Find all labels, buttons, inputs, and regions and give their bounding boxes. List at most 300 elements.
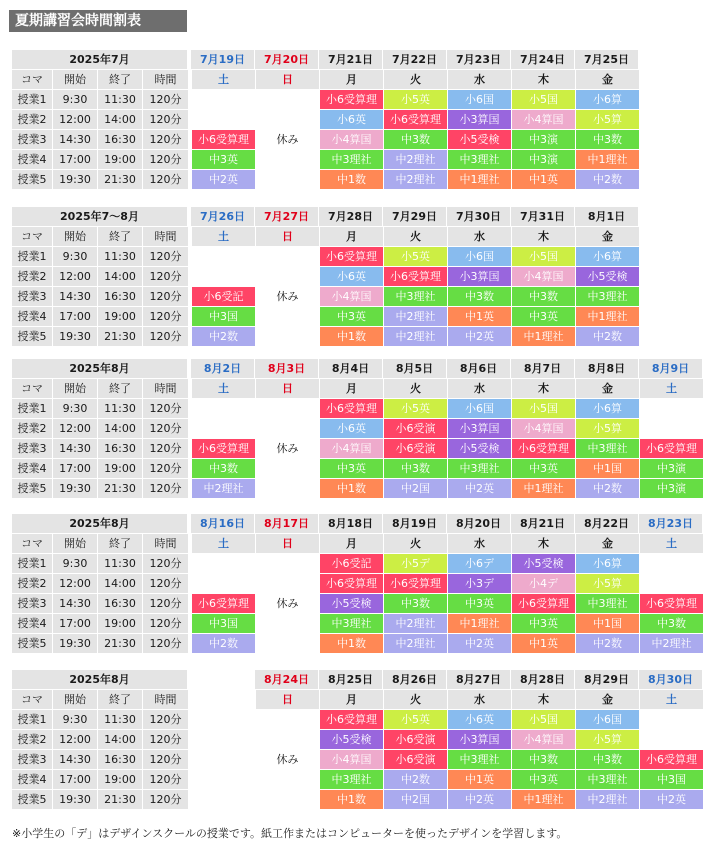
slot-start: 14:30 xyxy=(53,594,97,613)
spacer xyxy=(189,439,191,458)
slot-duration: 120分 xyxy=(143,130,188,149)
lesson-cell: 小5英 xyxy=(384,399,447,418)
spacer xyxy=(189,170,191,189)
day-of-week: 水 xyxy=(448,534,511,553)
lesson-cell: 小6受算理 xyxy=(320,710,383,729)
lesson-cell: 小5英 xyxy=(384,710,447,729)
lesson-cell: 小6受算理 xyxy=(384,110,447,129)
footnote: ※小学生の「デ」はデザインスクールの授業です。紙工作またはコンピューターを使ったデザインを学習します。 xyxy=(12,827,568,840)
week-block xyxy=(12,359,704,499)
lesson-cell: 小6受算理 xyxy=(640,750,703,769)
lesson-cell: 中2数 xyxy=(576,170,639,189)
slot-start: 12:00 xyxy=(53,267,97,286)
lesson-cell: 中1数 xyxy=(320,327,383,346)
slot-row xyxy=(12,110,640,129)
day-date: 7月21日 xyxy=(319,50,382,69)
lesson-cell: 中1数 xyxy=(320,634,383,653)
slot-name: 授業2 xyxy=(12,110,52,129)
day-of-week: 月 xyxy=(320,534,383,553)
header-end: 終了 xyxy=(98,379,142,398)
day-of-week: 金 xyxy=(576,534,639,553)
lesson-cell: 中3英 xyxy=(320,459,383,478)
day-date: 8月23日 xyxy=(639,514,702,533)
lesson-cell: 小5国 xyxy=(512,247,575,266)
empty-cell xyxy=(256,307,319,326)
header-duration: 時間 xyxy=(143,690,188,709)
slot-name: 授業1 xyxy=(12,554,52,573)
lesson-cell: 中1数 xyxy=(320,170,383,189)
empty-cell xyxy=(640,730,703,749)
day-of-week: 火 xyxy=(384,379,447,398)
empty-cell xyxy=(256,459,319,478)
empty-cell xyxy=(256,150,319,169)
slot-name: 授業1 xyxy=(12,247,52,266)
empty-cell xyxy=(192,267,255,286)
day-date: 8月4日 xyxy=(319,359,382,378)
empty-cell xyxy=(192,419,255,438)
slot-name: 授業2 xyxy=(12,574,52,593)
day-date: 8月3日 xyxy=(255,359,318,378)
day-date: 7月22日 xyxy=(383,50,446,69)
lesson-cell: 中1理社 xyxy=(448,614,511,633)
slot-row xyxy=(12,307,640,326)
spacer xyxy=(189,790,191,809)
day-of-week: 日 xyxy=(256,70,319,89)
slot-duration: 120分 xyxy=(143,419,188,438)
lesson-cell: 小5国 xyxy=(512,399,575,418)
empty-cell xyxy=(256,554,319,573)
lesson-cell: 中3理社 xyxy=(320,770,383,789)
header-koma: コマ xyxy=(12,379,52,398)
day-date: 8月1日 xyxy=(575,207,638,226)
lesson-cell: 小6受算理 xyxy=(320,574,383,593)
lesson-cell: 小4算国 xyxy=(512,110,575,129)
slot-start: 12:00 xyxy=(53,419,97,438)
day-date: 7月31日 xyxy=(511,207,574,226)
lesson-cell: 小6受算理 xyxy=(640,594,703,613)
spacer xyxy=(189,287,191,306)
header-start: 開始 xyxy=(53,690,97,709)
slot-duration: 120分 xyxy=(143,750,188,769)
lesson-cell: 中3理社 xyxy=(320,150,383,169)
slot-end: 21:30 xyxy=(98,170,142,189)
lesson-cell: 中1理社 xyxy=(512,790,575,809)
lesson-cell: 小5国 xyxy=(512,90,575,109)
slot-duration: 120分 xyxy=(143,459,188,478)
slot-duration: 120分 xyxy=(143,770,188,789)
slot-row xyxy=(12,247,640,266)
day-of-week: 月 xyxy=(320,227,383,246)
empty-cell xyxy=(192,574,255,593)
lesson-cell: 中1数 xyxy=(320,479,383,498)
day-date: 8月27日 xyxy=(447,670,510,689)
header-start: 開始 xyxy=(53,379,97,398)
day-of-week: 月 xyxy=(320,379,383,398)
slot-row xyxy=(12,770,704,789)
lesson-cell: 中3理社 xyxy=(384,287,447,306)
slot-start: 19:30 xyxy=(53,327,97,346)
slot-row xyxy=(12,439,704,458)
lesson-cell: 小4算国 xyxy=(320,439,383,458)
lesson-cell: 中3数 xyxy=(384,594,447,613)
slot-end: 19:00 xyxy=(98,150,142,169)
lesson-cell: 小5算 xyxy=(576,110,639,129)
lesson-cell: 中2理社 xyxy=(384,634,447,653)
empty-cell xyxy=(640,419,703,438)
slot-duration: 120分 xyxy=(143,574,188,593)
week-block xyxy=(12,50,640,190)
day-of-week: 水 xyxy=(448,227,511,246)
day-of-week: 金 xyxy=(576,227,639,246)
day-date: 8月22日 xyxy=(575,514,638,533)
lesson-cell: 中1理社 xyxy=(576,307,639,326)
spacer xyxy=(189,399,191,418)
slot-name: 授業4 xyxy=(12,770,52,789)
slot-start: 17:00 xyxy=(53,614,97,633)
lesson-cell: 小6算 xyxy=(576,399,639,418)
slot-end: 19:00 xyxy=(98,307,142,326)
lesson-cell: 中3理社 xyxy=(576,439,639,458)
slot-row xyxy=(12,710,704,729)
slot-name: 授業5 xyxy=(12,634,52,653)
lesson-cell: 中1英 xyxy=(512,634,575,653)
header-koma: コマ xyxy=(12,227,52,246)
slot-start: 9:30 xyxy=(53,90,97,109)
lesson-cell: 小4算国 xyxy=(512,419,575,438)
lesson-cell: 小6受演 xyxy=(384,750,447,769)
slot-end: 16:30 xyxy=(98,130,142,149)
lesson-cell: 小6受演 xyxy=(384,439,447,458)
lesson-cell: 中3数 xyxy=(384,130,447,149)
slot-duration: 120分 xyxy=(143,307,188,326)
empty-cell xyxy=(256,247,319,266)
empty-cell xyxy=(256,170,319,189)
header-end: 終了 xyxy=(98,227,142,246)
empty-cell xyxy=(192,554,255,573)
lesson-cell: 小3算国 xyxy=(448,419,511,438)
day-date: 7月26日 xyxy=(191,207,254,226)
spacer xyxy=(189,574,191,593)
day-of-week: 日 xyxy=(256,379,319,398)
column-header-row xyxy=(12,227,640,246)
lesson-cell: 中3演 xyxy=(640,479,703,498)
day-date: 7月29日 xyxy=(383,207,446,226)
day-of-week: 金 xyxy=(576,70,639,89)
lesson-cell: 小6受記 xyxy=(192,287,255,306)
lesson-cell: 小6受算理 xyxy=(192,439,255,458)
slot-row xyxy=(12,459,704,478)
day-date: 8月18日 xyxy=(319,514,382,533)
spacer xyxy=(189,459,191,478)
lesson-cell: 小6デ xyxy=(448,554,511,573)
slot-row xyxy=(12,90,640,109)
header-duration: 時間 xyxy=(143,379,188,398)
day-of-week: 土 xyxy=(192,534,255,553)
slot-name: 授業3 xyxy=(12,287,52,306)
lesson-cell: 小5受検 xyxy=(448,439,511,458)
slot-duration: 120分 xyxy=(143,267,188,286)
lesson-cell: 中3演 xyxy=(640,459,703,478)
day-of-week: 土 xyxy=(640,379,703,398)
lesson-cell: 中3数 xyxy=(576,130,639,149)
day-of-week: 火 xyxy=(384,227,447,246)
empty-cell xyxy=(256,790,319,809)
lesson-cell: 小6受演 xyxy=(384,730,447,749)
spacer xyxy=(189,267,191,286)
lesson-cell: 小6受演 xyxy=(384,419,447,438)
slot-end: 14:00 xyxy=(98,730,142,749)
slot-start: 19:30 xyxy=(53,170,97,189)
slot-duration: 120分 xyxy=(143,247,188,266)
day-of-week: 木 xyxy=(512,379,575,398)
slot-duration: 120分 xyxy=(143,479,188,498)
header-start: 開始 xyxy=(53,70,97,89)
slot-end: 16:30 xyxy=(98,750,142,769)
slot-duration: 120分 xyxy=(143,150,188,169)
day-of-week: 土 xyxy=(640,690,703,709)
lesson-cell: 小5受検 xyxy=(320,730,383,749)
lesson-cell: 中3理社 xyxy=(448,750,511,769)
slot-end: 19:00 xyxy=(98,459,142,478)
lesson-cell: 中1国 xyxy=(576,459,639,478)
slot-end: 16:30 xyxy=(98,594,142,613)
lesson-cell: 中3演 xyxy=(512,130,575,149)
column-header-row xyxy=(12,534,704,553)
empty-cell xyxy=(640,574,703,593)
lesson-cell: 小6算 xyxy=(576,90,639,109)
lesson-cell: 中3国 xyxy=(192,614,255,633)
slot-end: 19:00 xyxy=(98,770,142,789)
lesson-cell: 中3数 xyxy=(512,750,575,769)
lesson-cell: 中2国 xyxy=(384,790,447,809)
slot-name: 授業3 xyxy=(12,594,52,613)
empty-cell xyxy=(192,730,255,749)
slot-row xyxy=(12,479,704,498)
empty-cell xyxy=(256,327,319,346)
holiday-label: 休み xyxy=(276,753,299,766)
lesson-cell: 中2理社 xyxy=(384,170,447,189)
lesson-cell: 小3デ xyxy=(448,574,511,593)
slot-name: 授業4 xyxy=(12,307,52,326)
day-of-week: 木 xyxy=(512,227,575,246)
day-of-week: 木 xyxy=(512,690,575,709)
lesson-cell: 中2数 xyxy=(192,327,255,346)
slot-end: 11:30 xyxy=(98,90,142,109)
slot-name: 授業5 xyxy=(12,327,52,346)
day-of-week: 土 xyxy=(192,70,255,89)
empty-cell xyxy=(192,710,255,729)
holiday-label: 休み xyxy=(276,597,299,610)
slot-end: 16:30 xyxy=(98,287,142,306)
empty-cell xyxy=(192,750,255,769)
day-date: 8月24日 xyxy=(255,670,318,689)
slot-row xyxy=(12,594,704,613)
day-of-week: 木 xyxy=(512,70,575,89)
day-date: 7月23日 xyxy=(447,50,510,69)
day-date: 8月29日 xyxy=(575,670,638,689)
empty-cell xyxy=(192,90,255,109)
day-of-week: 木 xyxy=(512,534,575,553)
lesson-cell: 小6国 xyxy=(448,90,511,109)
slot-name: 授業2 xyxy=(12,730,52,749)
slot-start: 12:00 xyxy=(53,110,97,129)
holiday-label: 休み xyxy=(276,290,299,303)
day-of-week: 水 xyxy=(448,379,511,398)
lesson-cell: 中3数 xyxy=(576,750,639,769)
slot-start: 17:00 xyxy=(53,459,97,478)
slot-name: 授業3 xyxy=(12,439,52,458)
slot-row xyxy=(12,327,640,346)
slot-row xyxy=(12,750,704,769)
date-header-row xyxy=(12,50,640,69)
spacer xyxy=(188,514,190,533)
spacer xyxy=(189,730,191,749)
lesson-cell: 小5英 xyxy=(384,90,447,109)
day-of-week: 土 xyxy=(192,379,255,398)
lesson-cell: 中2数 xyxy=(192,634,255,653)
lesson-cell: 小5算 xyxy=(576,574,639,593)
lesson-cell: 小5受検 xyxy=(512,554,575,573)
spacer xyxy=(189,594,191,613)
spacer xyxy=(189,614,191,633)
spacer xyxy=(188,359,190,378)
day-of-week: 日 xyxy=(256,690,319,709)
header-end: 終了 xyxy=(98,690,142,709)
empty-cell xyxy=(256,730,319,749)
header-start: 開始 xyxy=(53,227,97,246)
spacer xyxy=(188,670,190,689)
empty-cell xyxy=(640,710,703,729)
lesson-cell: 中2英 xyxy=(448,790,511,809)
day-of-week: 土 xyxy=(192,227,255,246)
slot-start: 12:00 xyxy=(53,730,97,749)
day-of-week xyxy=(192,690,255,709)
month-label: 2025年7月 xyxy=(12,50,187,69)
lesson-cell: 小6英 xyxy=(320,267,383,286)
lesson-cell: 小4算国 xyxy=(320,287,383,306)
spacer xyxy=(188,50,190,69)
slot-end: 11:30 xyxy=(98,710,142,729)
header-duration: 時間 xyxy=(143,227,188,246)
lesson-cell: 小3算国 xyxy=(448,110,511,129)
slot-end: 14:00 xyxy=(98,574,142,593)
month-label: 2025年8月 xyxy=(12,670,187,689)
lesson-cell: 小6受算理 xyxy=(320,399,383,418)
lesson-cell: 小5英 xyxy=(384,247,447,266)
empty-cell xyxy=(256,267,319,286)
empty-cell xyxy=(256,710,319,729)
slot-row xyxy=(12,150,640,169)
day-date: 8月21日 xyxy=(511,514,574,533)
spacer xyxy=(189,90,191,109)
slot-start: 12:00 xyxy=(53,574,97,593)
slot-name: 授業3 xyxy=(12,750,52,769)
slot-start: 9:30 xyxy=(53,399,97,418)
lesson-cell: 中3理社 xyxy=(576,287,639,306)
lesson-cell: 小6受算理 xyxy=(640,439,703,458)
day-of-week: 水 xyxy=(448,690,511,709)
holiday-label: 休み xyxy=(276,442,299,455)
slot-duration: 120分 xyxy=(143,110,188,129)
lesson-cell: 中3国 xyxy=(640,770,703,789)
lesson-cell: 小4算国 xyxy=(512,267,575,286)
day-date: 8月17日 xyxy=(255,514,318,533)
lesson-cell: 小5受検 xyxy=(320,594,383,613)
slot-row xyxy=(12,574,704,593)
lesson-cell: 中2理社 xyxy=(640,634,703,653)
empty-cell xyxy=(256,110,319,129)
lesson-cell: 中3英 xyxy=(512,770,575,789)
day-date: 7月24日 xyxy=(511,50,574,69)
lesson-cell: 中1英 xyxy=(512,170,575,189)
day-date: 8月25日 xyxy=(319,670,382,689)
lesson-cell: 中2理社 xyxy=(384,327,447,346)
spacer xyxy=(189,534,191,553)
lesson-cell: 中2数 xyxy=(576,479,639,498)
lesson-cell: 小6算 xyxy=(576,247,639,266)
lesson-cell: 中2英 xyxy=(448,634,511,653)
lesson-cell: 小6英 xyxy=(448,710,511,729)
empty-cell xyxy=(192,399,255,418)
lesson-cell: 小6英 xyxy=(320,110,383,129)
slot-row xyxy=(12,730,704,749)
empty-cell xyxy=(256,634,319,653)
lesson-cell: 小6受算理 xyxy=(512,594,575,613)
header-koma: コマ xyxy=(12,690,52,709)
empty-cell xyxy=(256,399,319,418)
slot-row xyxy=(12,287,640,306)
slot-row xyxy=(12,267,640,286)
lesson-cell: 中3数 xyxy=(384,459,447,478)
lesson-cell: 小6国 xyxy=(448,399,511,418)
day-date: 8月2日 xyxy=(191,359,254,378)
lesson-cell: 中3英 xyxy=(320,307,383,326)
lesson-cell: 中3理社 xyxy=(576,770,639,789)
spacer xyxy=(189,419,191,438)
lesson-cell: 中3演 xyxy=(512,150,575,169)
lesson-cell: 中3英 xyxy=(512,459,575,478)
lesson-cell: 小6受算理 xyxy=(320,90,383,109)
lesson-cell: 中3数 xyxy=(512,287,575,306)
header-end: 終了 xyxy=(98,70,142,89)
column-header-row xyxy=(12,70,640,89)
lesson-cell: 小6受算理 xyxy=(192,130,255,149)
slot-start: 14:30 xyxy=(53,130,97,149)
empty-cell xyxy=(256,770,319,789)
slot-name: 授業3 xyxy=(12,130,52,149)
slot-row xyxy=(12,170,640,189)
slot-name: 授業1 xyxy=(12,710,52,729)
slot-end: 14:00 xyxy=(98,267,142,286)
lesson-cell: 小5受検 xyxy=(448,130,511,149)
date-header-row xyxy=(12,207,640,226)
day-date xyxy=(191,670,254,689)
slot-start: 14:30 xyxy=(53,750,97,769)
slot-name: 授業5 xyxy=(12,790,52,809)
lesson-cell: 中3理社 xyxy=(576,594,639,613)
day-of-week: 火 xyxy=(384,690,447,709)
slot-row xyxy=(12,790,704,809)
lesson-cell: 小6国 xyxy=(576,710,639,729)
day-date: 7月19日 xyxy=(191,50,254,69)
holiday-label: 休み xyxy=(276,133,299,146)
spacer xyxy=(189,327,191,346)
spacer xyxy=(189,554,191,573)
slot-duration: 120分 xyxy=(143,710,188,729)
slot-duration: 120分 xyxy=(143,287,188,306)
week-block xyxy=(12,670,704,810)
slot-duration: 120分 xyxy=(143,170,188,189)
